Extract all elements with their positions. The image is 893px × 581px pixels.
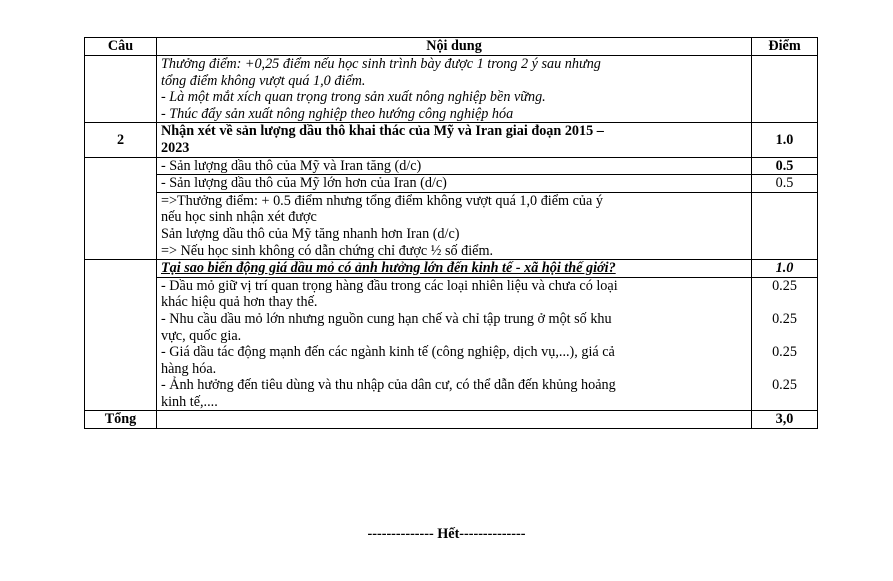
cau-cell [85, 260, 157, 411]
answer-points-list [752, 277, 818, 411]
question-3-row [85, 260, 818, 278]
answer-points: 0.5 [752, 175, 818, 193]
cau-cell [85, 157, 157, 260]
answer-points: 0.25 [772, 377, 797, 394]
bonus-line: Sản lượng dầu thô của Mỹ tăng nhanh hơn Iran (d/c) [161, 225, 460, 242]
diem-cell [752, 192, 818, 259]
bonus-row-2 [85, 192, 818, 259]
question-3-points: 1.0 [752, 260, 818, 278]
bonus-line: - Thúc đẩy sản xuất nông nghiệp theo hướng công nghiệp hóa [161, 105, 514, 122]
answer-line: - Giá dầu tác động mạnh đến các ngành kinh tế (công nghiệp, dịch vụ,...), giá cả [161, 344, 615, 361]
answer-line: - Ảnh hưởng đến tiêu dùng và thu nhập của dân cư, có thể dẫn đến khủng hoảng [161, 377, 616, 394]
question-3-title: Tại sao biến động giá dầu mỏ có ảnh hưởng lớn đến kinh tế - xã hội thế giới? [157, 260, 752, 278]
total-row [85, 411, 818, 429]
answer-points: 0.25 [772, 277, 797, 294]
header-row [85, 38, 818, 56]
question-2-title [157, 123, 752, 157]
question-2-points: 1.0 [752, 123, 818, 157]
cau-cell [85, 56, 157, 123]
answer-item [161, 344, 747, 377]
answer-points: 0.25 [772, 344, 797, 361]
answer-list [157, 277, 752, 411]
total-points: 3,0 [752, 411, 818, 429]
answer-line: - Nhu cầu dầu mỏ lớn nhưng nguồn cung hạn chế và chỉ tập trung ở một số khu [161, 310, 612, 327]
header-diem: Điểm [752, 38, 818, 56]
answer-row [85, 175, 818, 193]
bonus-line: nếu học sinh nhận xét được [161, 209, 317, 226]
answer-text: - Sản lượng dầu thô của Mỹ lớn hơn của Iran (d/c) [157, 175, 752, 193]
header-cau: Câu [85, 38, 157, 56]
answer-line: - Dầu mỏ giữ vị trí quan trọng hàng đầu trong các loại nhiên liệu và chưa có loại [161, 277, 618, 294]
answer-item [161, 278, 747, 311]
answer-item [161, 311, 747, 344]
bonus-line: =>Thưởng điểm: + 0.5 điểm nhưng tổng điểm không vượt quá 1,0 điểm của ý [161, 192, 603, 209]
bonus-line: => Nếu học sinh không có dẫn chứng chỉ được ½ số điểm. [161, 242, 494, 259]
answer-points: 0.5 [752, 157, 818, 175]
bonus-line: - Là một mắt xích quan trọng trong sản xuất nông nghiệp bền vững. [161, 89, 546, 106]
grading-table [84, 37, 818, 429]
end-marker: -------------- Hết-------------- [367, 526, 526, 542]
question-number: 2 [85, 123, 157, 157]
bonus-content [157, 56, 752, 123]
diem-cell [752, 56, 818, 123]
bonus-row-1 [85, 56, 818, 123]
header-noi-dung: Nội dung [157, 38, 752, 56]
answer-line: hàng hóa. [161, 360, 217, 377]
answer-text: - Sản lượng dầu thô của Mỹ và Iran tăng (d/c) [157, 157, 752, 175]
question-2-title-line: Nhận xét về sản lượng dầu thô khai thác của Mỹ và Iran giai đoạn 2015 – [161, 123, 604, 140]
answer-line: khác hiệu quả hơn thay thế. [161, 294, 318, 311]
answer-item [161, 377, 747, 410]
bonus-content [157, 192, 752, 259]
answer-row [85, 277, 818, 411]
bonus-line: Thưởng điểm: +0,25 điểm nếu học sinh trình bày được 1 trong 2 ý sau nhưng [161, 56, 601, 72]
answer-points: 0.25 [772, 310, 797, 327]
bonus-line: tổng điểm không vượt quá 1,0 điểm. [161, 72, 366, 89]
answer-row [85, 157, 818, 175]
answer-line: kinh tế,.... [161, 393, 218, 410]
question-2-row [85, 123, 818, 157]
total-empty [157, 411, 752, 429]
answer-line: vực, quốc gia. [161, 327, 242, 344]
total-label: Tổng [85, 411, 157, 429]
question-2-title-line: 2023 [161, 139, 190, 156]
